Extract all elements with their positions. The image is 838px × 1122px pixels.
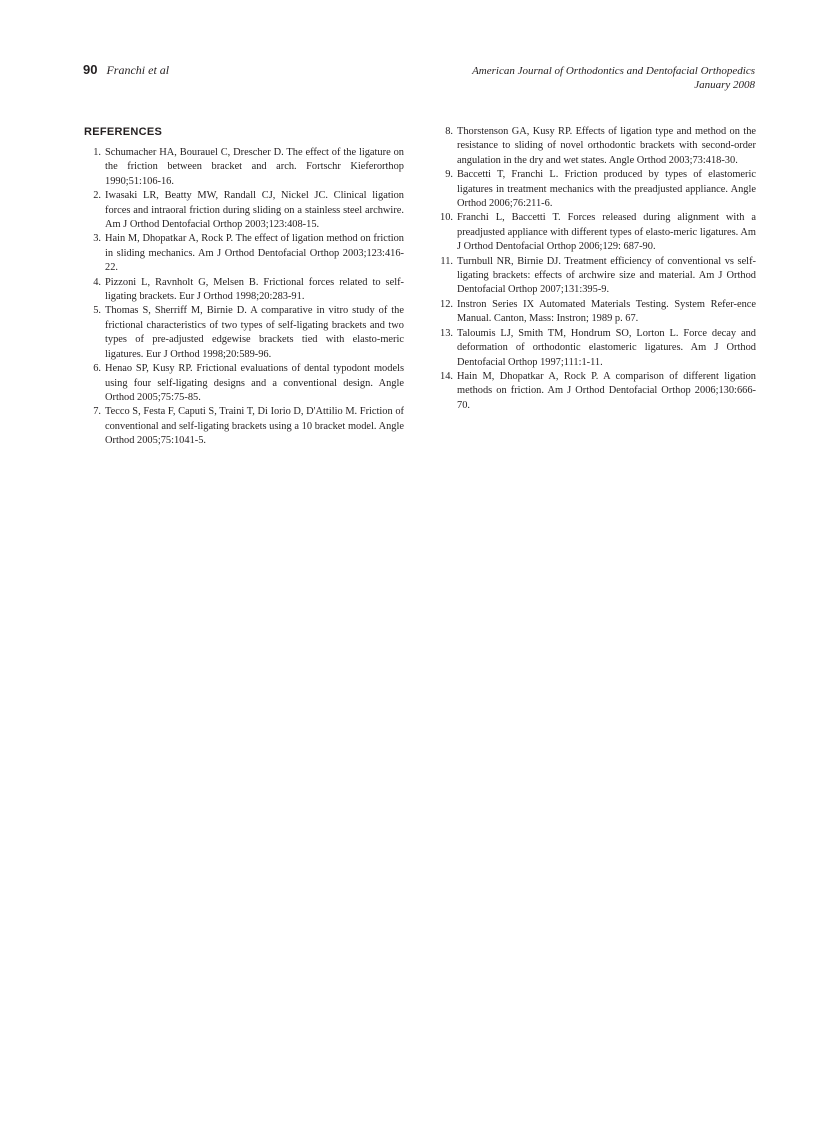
reference-number: 12.	[440, 298, 453, 310]
reference-number: 14.	[440, 370, 453, 382]
reference-text: Pizzoni L, Ravnholt G, Melsen B. Frictional forces related to self-ligating brackets. Eur J Orthod 1998;20:283-91.	[105, 276, 404, 303]
reference-item	[88, 304, 404, 362]
journal-issue: January 2008	[694, 79, 755, 91]
reference-item	[88, 232, 404, 275]
reference-number: 3.	[93, 233, 101, 245]
reference-item	[440, 370, 756, 413]
reference-item	[88, 189, 404, 232]
reference-text: Turnbull NR, Birnie DJ. Treatment efficiency of conventional vs self-ligating brackets: effects of archwire size and material. Am J Orthod Dentofacial Orthop 2007;131:395-9.	[457, 255, 756, 296]
reference-text: Thomas S, Sherriff M, Birnie D. A comparative in vitro study of the frictional characteristics of two types of self-ligating brackets and two types of pre-adjusted edgewise brackets tied with elasto-meric ligatures. Eur J Orthod 1998;20:589-96.	[105, 305, 404, 360]
reference-number: 5.	[93, 305, 101, 317]
journal-title: American Journal of Orthodontics and Dentofacial Orthopedics	[472, 65, 755, 77]
reference-number: 8.	[445, 126, 453, 137]
reference-number: 7.	[93, 406, 101, 418]
reference-item	[88, 276, 404, 305]
reference-number: 1.	[93, 147, 101, 158]
reference-item	[88, 362, 404, 405]
reference-number: 11.	[440, 255, 453, 267]
reference-text: Iwasaki LR, Beatty MW, Randall CJ, Nickel JC. Clinical ligation forces and intraoral friction during sliding on a stainless steel archwire. Am J Orthod Dentofacial Orthop 2003;123:408-15.	[105, 190, 404, 231]
reference-text: Baccetti T, Franchi L. Friction produced by types of elastomeric ligatures in treatment mechanics with the preadjusted appliance. Angle Orthod 2006;76:211-6.	[457, 169, 756, 210]
reference-item	[88, 405, 404, 448]
reference-text: Schumacher HA, Bourauel C, Drescher D. The effect of the ligature on the friction between bracket and arch. Fortschr Kieferorthop 1990;51:106-16.	[105, 147, 404, 187]
reference-text: Taloumis LJ, Smith TM, Hondrum SO, Lorton L. Force decay and deformation of orthodontic elastomeric ligatures. Am J Orthod Dentofacial Orthop 1997;111:1-11.	[457, 327, 756, 368]
reference-text: Hain M, Dhopatkar A, Rock P. A comparison of different ligation methods on friction. Am J Orthod Dentofacial Orthop 2006;130:666-70.	[457, 370, 756, 411]
reference-item	[440, 327, 756, 370]
reference-item	[440, 211, 756, 254]
reference-text: Tecco S, Festa F, Caputi S, Traini T, Di Iorio D, D'Attilio M. Friction of conventional and self-ligating brackets using a 10 bracket model. Angle Orthod 2005;75:1041-5.	[105, 406, 404, 447]
reference-number: 9.	[445, 169, 453, 181]
page-number: 90	[83, 62, 98, 77]
reference-number: 10.	[440, 212, 453, 224]
reference-item	[440, 298, 756, 327]
running-authors: Franchi et al	[106, 63, 170, 77]
reference-number: 13.	[440, 327, 453, 339]
running-header-right	[472, 64, 755, 92]
running-header-left	[83, 62, 169, 78]
reference-item	[440, 125, 756, 168]
reference-text: Instron Series IX Automated Materials Testing. System Refer-ence Manual. Canton, Mass: Instron; 1989 p. 67.	[457, 298, 756, 325]
references-heading: REFERENCES	[84, 126, 163, 138]
reference-text: Thorstenson GA, Kusy RP. Effects of ligation type and method on the resistance to sliding of novel orthodontic brackets with second-order angulation in the dry and wet states. Angle Orthod 2003;73:418-30.	[457, 126, 756, 166]
reference-number: 4.	[93, 276, 101, 288]
references-column-right	[440, 125, 756, 413]
reference-text: Hain M, Dhopatkar A, Rock P. The effect of ligation method on friction in sliding mechanics. Am J Orthod Dentofacial Orthop 2003;123:416-22.	[105, 233, 404, 274]
reference-text: Franchi L, Baccetti T. Forces released during alignment with a preadjusted appliance with different types of elasto-meric ligatures. Am J Orthod Dentofacial Orthop 2006;129: 687-90.	[457, 212, 756, 253]
reference-text: Henao SP, Kusy RP. Frictional evaluations of dental typodont models using four self-ligating designs and a conventional design. Angle Orthod 2005;75:75-85.	[105, 363, 404, 403]
reference-number: 6.	[93, 363, 101, 375]
reference-item	[440, 255, 756, 298]
references-column-left	[88, 146, 404, 449]
reference-item	[88, 146, 404, 189]
reference-number: 2.	[93, 190, 101, 202]
reference-item	[440, 168, 756, 211]
